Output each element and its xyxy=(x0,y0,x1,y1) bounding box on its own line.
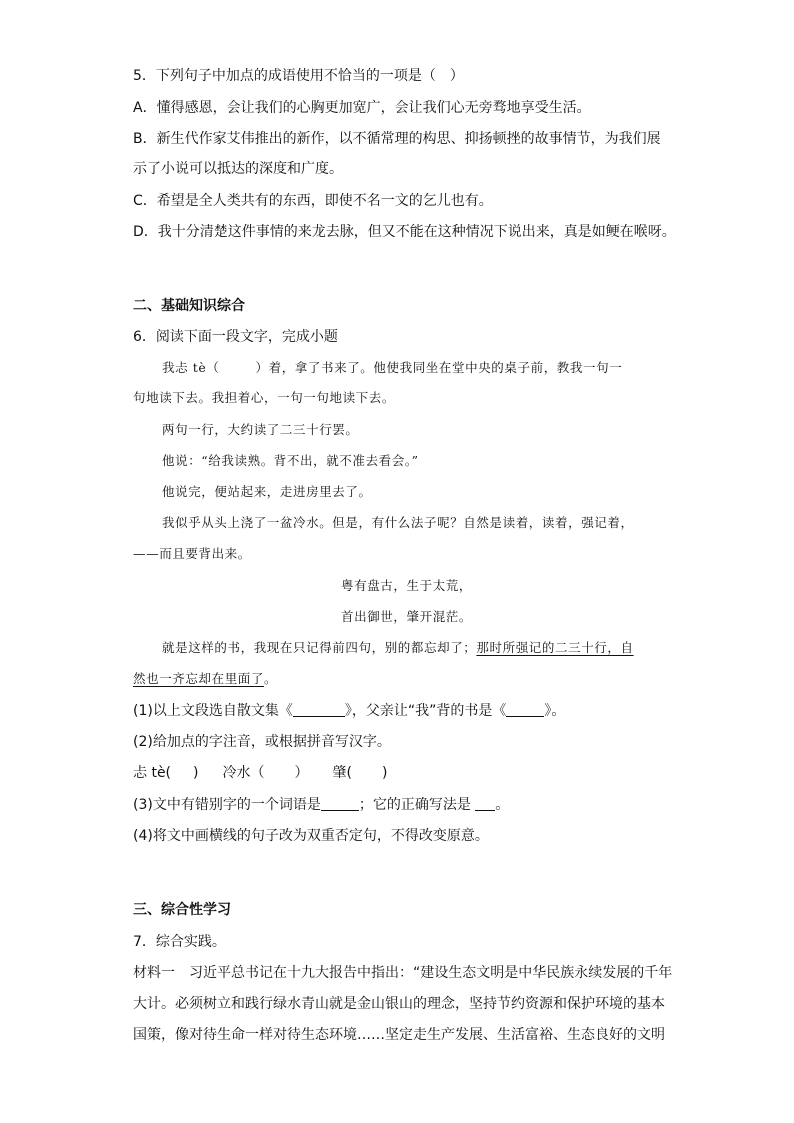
poem-line-2: 首出御世，肇开混茫。 xyxy=(341,609,473,624)
q6-stem: 6．阅读下面一段文字，完成小题 xyxy=(133,329,338,345)
q7-stem: 7．综合实践。 xyxy=(133,934,226,950)
q7-material-line-2: 大计。必须树立和践行绿水青山就是金山银山的理念，坚持节约资源和保护环境的基本 xyxy=(133,996,665,1012)
passage-line-8: 就是这样的书，我现在只记得前四句，别的都忘却了；那时所强记的二三十行，自 xyxy=(162,640,634,655)
q5-option-c: C．希望是全人类共有的东西，即使不名一文的乞儿也有。 xyxy=(133,193,493,209)
passage-line-7: ——而且要背出来。 xyxy=(133,546,251,561)
passage-line-4: 他说：“给我读熟。背不出，就不准去看会。” xyxy=(162,453,419,468)
q5-stem: 5．下列句子中加点的成语使用不恰当的一项是（ ） xyxy=(133,68,464,84)
poem-line-1: 粤有盘古，生于太荒， xyxy=(341,578,473,593)
passage-line-2: 句地读下去。我担着心，一句一句地读下去。 xyxy=(133,390,396,405)
passage-line-3: 两句一行，大约读了二三十行罢。 xyxy=(162,422,359,437)
q5-option-b: B．新生代作家艾伟推出的新作，以不循常理的构思、抑扬顿挫的故事情节，为我们展 xyxy=(133,131,661,147)
q5-option-b-cont: 示了小说可以抵达的深度和广度。 xyxy=(133,161,343,177)
section-2-heading: 二、基础知识综合 xyxy=(133,298,245,314)
underlined-sentence: 那时所强记的二三十行，自 xyxy=(476,640,634,655)
section-3-heading: 三、综合性学习 xyxy=(133,902,231,918)
q5-option-a: A．懂得感恩，会让我们的心胸更加宽广，会让我们心无旁骛地享受生活。 xyxy=(133,100,591,116)
q7-material-line-1: 材料一 习近平总书记在十九大报告中指出：“建设生态文明是中华民族永续发展的千年 xyxy=(133,965,673,981)
q7-material-line-3: 国策，像对待生命一样对待生态环境……坚定走生产发展、生活富裕、生态良好的文明 xyxy=(133,1027,665,1043)
passage-line-9: 然也一齐忘却在里面了。 xyxy=(133,671,278,686)
q6-sub1: (1)以上文段选自散文集《 》，父亲让“我”背的书是《 》。 xyxy=(133,703,566,719)
q6-sub2-items: 忐 tè( ) 冷水（ ） 肇( ) xyxy=(133,765,388,781)
q6-sub3: (3)文中有错别字的一个词语是 ；它的正确写法是 。 xyxy=(133,797,510,813)
passage-line-6: 我似乎从头上浇了一盆冷水。但是，有什么法子呢？自然是读着，读着，强记着， xyxy=(162,515,634,530)
underlined-sentence-cont: 然也一齐忘却在里面了 xyxy=(133,671,265,686)
passage-line-5: 他说完，便站起来，走进房里去了。 xyxy=(162,484,372,499)
q5-option-d: D．我十分清楚这件事情的来龙去脉，但又不能在这种情况下说出来，真是如鲠在喉呀。 xyxy=(133,224,676,240)
q6-sub4: (4)将文中画横线的句子改为双重否定句，不得改变原意。 xyxy=(133,828,489,844)
q6-sub2: (2)给加点的字注音，或根据拼音写汉字。 xyxy=(133,734,391,750)
passage-line-1: 我忐 tè（ ）着，拿了书来了。他使我同坐在堂中央的桌子前，教我一句一 xyxy=(162,360,623,375)
